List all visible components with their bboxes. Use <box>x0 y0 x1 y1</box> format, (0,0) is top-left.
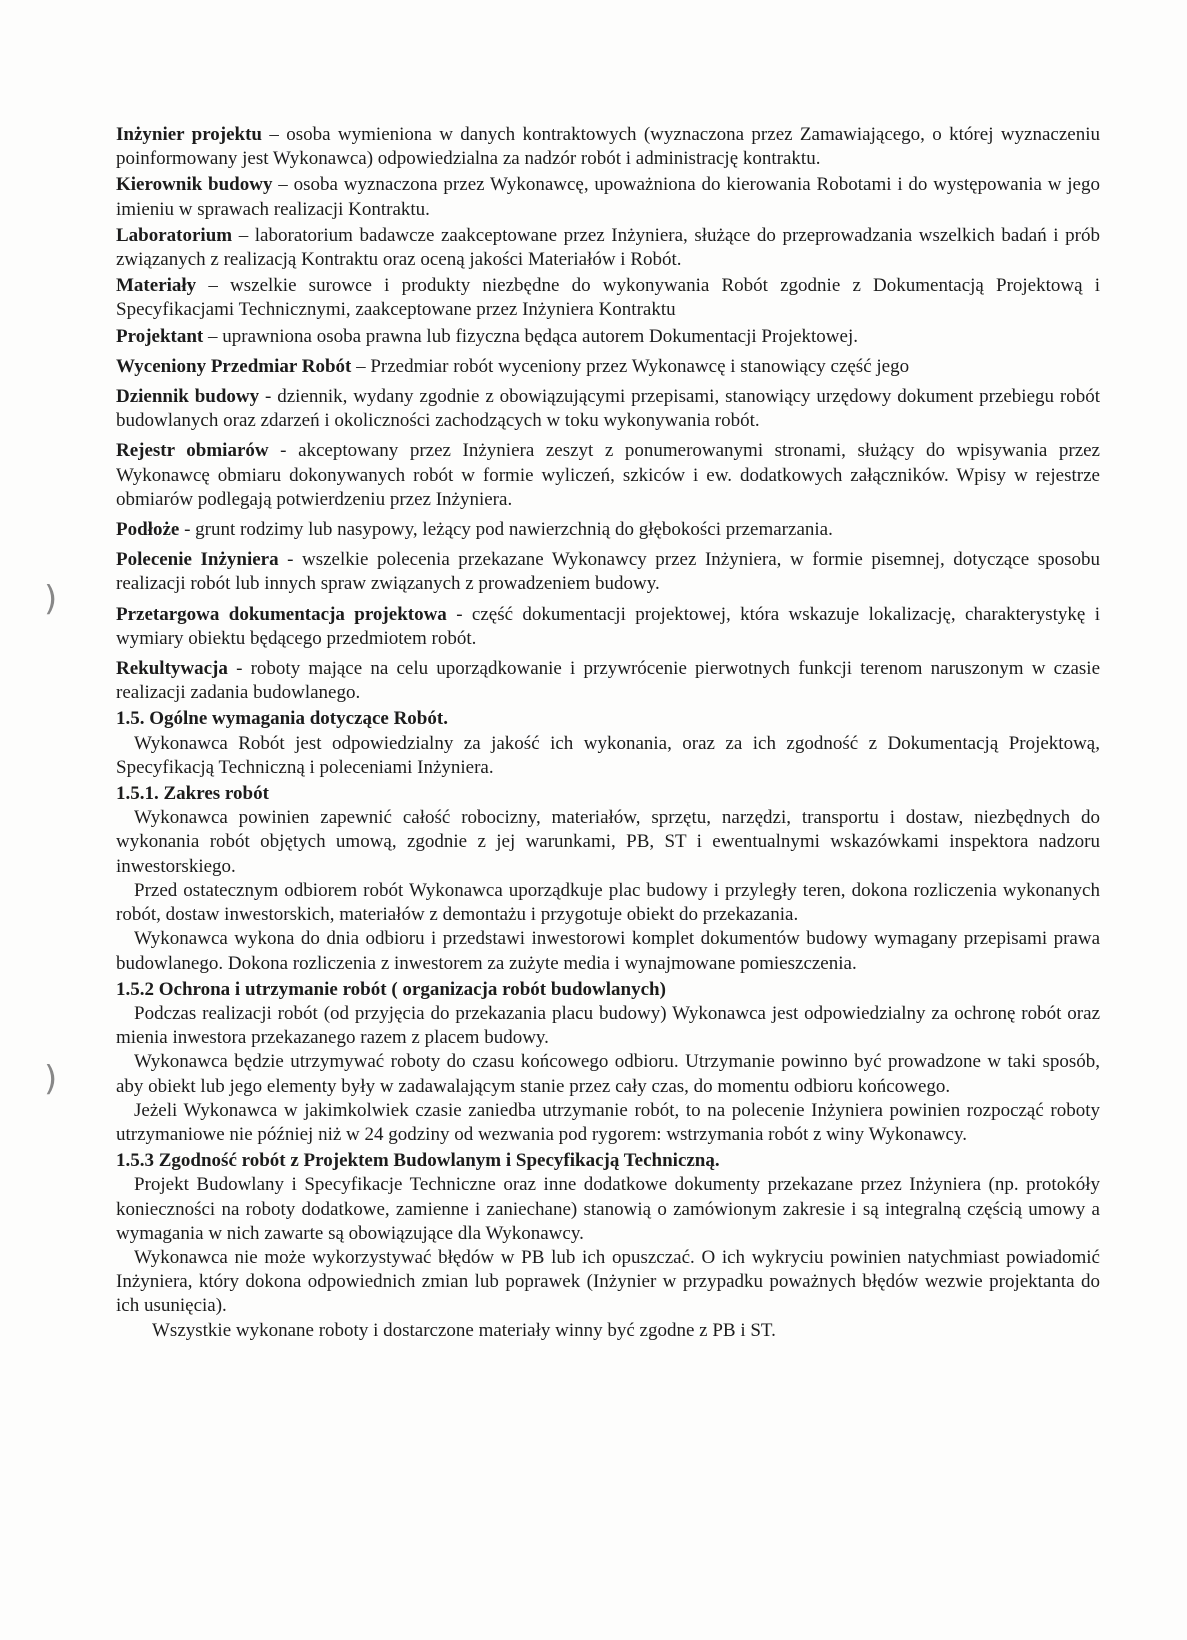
definition-item <box>116 355 1100 379</box>
definition-term: Materiały <box>116 275 197 297</box>
definition-term: Przetargowa dokumentacja projektowa <box>116 603 447 625</box>
definition-text: – laboratorium badawcze zaakceptowane przez Inżyniera, służące do przeprowadzania wszelkich badań i prób związanych z realizacją Kontraktu oraz oceną jakości Materiałów i Robót. <box>116 224 1100 271</box>
definition-term: Kierownik budowy <box>116 174 273 196</box>
definition-term: Laboratorium <box>116 224 233 246</box>
paragraph: Podczas realizacji robót (od przyjęcia do przekazania placu budowy) Wykonawca jest odpowiedzialny za ochronę robót oraz mienia inwestora przekazanego razem z placem budowy. <box>116 1002 1100 1049</box>
definition-term: Dziennik budowy <box>116 386 260 408</box>
definition-item <box>116 385 1100 433</box>
definition-term: Inżynier projektu <box>116 124 263 145</box>
definition-text: - akceptowany przez Inżyniera zeszyt z ponumerowanymi stronami, służący do wpisywania przez Wykonawcę obmiaru dokonywanych robót w formie wyliczeń, szkiców i ew. dodatkowych załączników. Wpisy w rejestrze obmiarów podlegają potwierdzeniu przez Inżyniera. <box>116 440 1100 510</box>
document-page <box>116 123 1100 1343</box>
definition-term: Rekultywacja <box>116 658 228 680</box>
definition-text: - grunt rodzimy lub nasypowy, leżący pod nawierzchnią do głębokości przemarzania. <box>179 519 833 541</box>
definitions-list <box>116 123 1100 705</box>
paragraph: Wykonawca powinien zapewnić całość robocizny, materiałów, sprzętu, narzędzi, transportu i dostaw, niezbędnych do wykonania robót objętych umową, zgodnie z jej warunkami, PB, ST i ewentualnymi wskazówkami inspektora nadzoru inwestorskiego. <box>116 807 1100 877</box>
definition-item <box>116 548 1100 596</box>
section-heading: 1.5.1. Zakres robót <box>116 783 269 805</box>
definition-item <box>116 325 1100 349</box>
definition-text: – osoba wyznaczona przez Wykonawcę, upoważniona do kierowania Robotami i do występowania w jego imieniu w sprawach realizacji Kontraktu. <box>116 174 1100 220</box>
section-heading: 1.5.3 Zgodność robót z Projektem Budowlanym i Specyfikacją Techniczną. <box>116 1150 720 1172</box>
definition-item <box>116 274 1100 322</box>
definition-term: Rejestr obmiarów <box>116 440 269 462</box>
paragraph: Projekt Budowlany i Specyfikacje Techniczne oraz inne dodatkowe dokumenty przekazane przez Inżyniera (np. protokóły konieczności na roboty dodatkowe, zamienne i zaniechane) stanowią o zamówionym zakresie i są integralną częścią umowy a wymagania w nich zawarte są obowiązujące dla Wykonawcy. <box>116 1174 1100 1244</box>
definition-text: - wszelkie polecenia przekazane Wykonawcy przez Inżyniera, w formie pisemnej, dotyczące sposobu realizacji robót lub innych spraw związanych z prowadzeniem budowy. <box>116 549 1100 595</box>
paragraph: Wykonawca Robót jest odpowiedzialny za jakość ich wykonania, oraz za ich zgodność z Dokumentacją Projektową, Specyfikacją Techniczną i poleceniami Inżyniera. <box>116 732 1100 778</box>
definition-item <box>116 439 1100 512</box>
definition-term: Projektant <box>116 325 204 347</box>
definition-text: – osoba wymieniona w danych kontraktowych (wyznaczona przez Zamawiającego, o której wyznaczeniu poinformowany jest Wykonawca) odpowiedzialna za nadzór robót i administrację kontraktu. <box>116 124 1101 170</box>
definition-term: Podłoże <box>116 519 180 541</box>
definition-text: – uprawniona osoba prawna lub fizyczna będąca autorem Dokumentacji Projektowej. <box>203 325 858 347</box>
paragraph: Wykonawca będzie utrzymywać roboty do czasu końcowego odbioru. Utrzymanie powinno być prowadzone w taki sposób, aby obiekt lub jego elementy były w zadawalającym stanie przez cały czas, do momentu odbioru końcowego. <box>116 1051 1100 1097</box>
definition-item <box>116 603 1100 651</box>
paragraph: Przed ostatecznym odbiorem robót Wykonawca uporządkuje plac budowy i przyległy teren, dokona rozliczenia wykonanych robót, dostaw inwestorskich, materiałów z demontażu i przygotuje obiekt do przekazania. <box>116 879 1100 926</box>
paragraph: Wykonawca wykona do dnia odbioru i przedstawi inwestorowi komplet dokumentów budowy wymagany przepisami prawa budowlanego. Dokona rozliczenia z inwestorem za zużyte media i wynajmowane pomieszczenia. <box>116 928 1100 974</box>
definition-text: - roboty mające na celu uporządkowanie i przywrócenie pierwotnych funkcji terenom naruszonym w czasie realizacji zadania budowlanego. <box>116 658 1100 704</box>
section-heading: 1.5. Ogólne wymagania dotyczące Robót. <box>116 708 448 730</box>
definition-item <box>116 224 1100 272</box>
section-heading: 1.5.2 Ochrona i utrzymanie robót ( organizacja robót budowlanych) <box>116 978 666 1000</box>
definition-text: - dziennik, wydany zgodnie z obowiązującymi przepisami, stanowiący urzędowy dokument przebiegu robót budowlanych oraz zdarzeń i okoliczności zachodzących w toku wykonywania robót. <box>116 386 1100 432</box>
punch-hole-mark: ) <box>44 1059 58 1099</box>
punch-hole-mark: ) <box>44 579 58 619</box>
paragraph: Jeżeli Wykonawca w jakimkolwiek czasie zaniedba utrzymanie robót, to na polecenie Inżyniera powinien rozpocząć roboty utrzymaniowe nie później niż w 24 godziny od wezwania pod rygorem: wstrzymania robót z winy Wykonawcy. <box>116 1099 1100 1145</box>
definition-term: Polecenie Inżyniera <box>116 549 279 571</box>
definition-text: – Przedmiar robót wyceniony przez Wykonawcę i stanowiący część jego <box>351 355 910 377</box>
paragraph: Wszystkie wykonane roboty i dostarczone materiały winny być zgodne z PB i ST. <box>152 1319 776 1341</box>
definition-text: - część dokumentacji projektowej, która wskazuje lokalizację, charakterystykę i wymiary obiektu będącego przedmiotem robót. <box>116 603 1100 649</box>
definition-item <box>116 657 1100 705</box>
definition-item <box>116 123 1100 171</box>
definition-item <box>116 173 1100 221</box>
definition-term: Wyceniony Przedmiar Robót <box>116 355 352 377</box>
definition-item <box>116 518 1100 542</box>
definition-text: – wszelkie surowce i produkty niezbędne do wykonywania Robót zgodnie z Dokumentacją Projektową i Specyfikacjami Technicznymi, zaakceptowane przez Inżyniera Kontraktu <box>116 275 1100 321</box>
paragraph: Wykonawca nie może wykorzystywać błędów w PB lub ich opuszczać. O ich wykryciu powinien natychmiast powiadomić Inżyniera, który dokona odpowiednich zmian lub poprawek (Inżynier w przypadku poważnych błędów wezwie projektanta do ich usunięcia). <box>116 1246 1100 1317</box>
